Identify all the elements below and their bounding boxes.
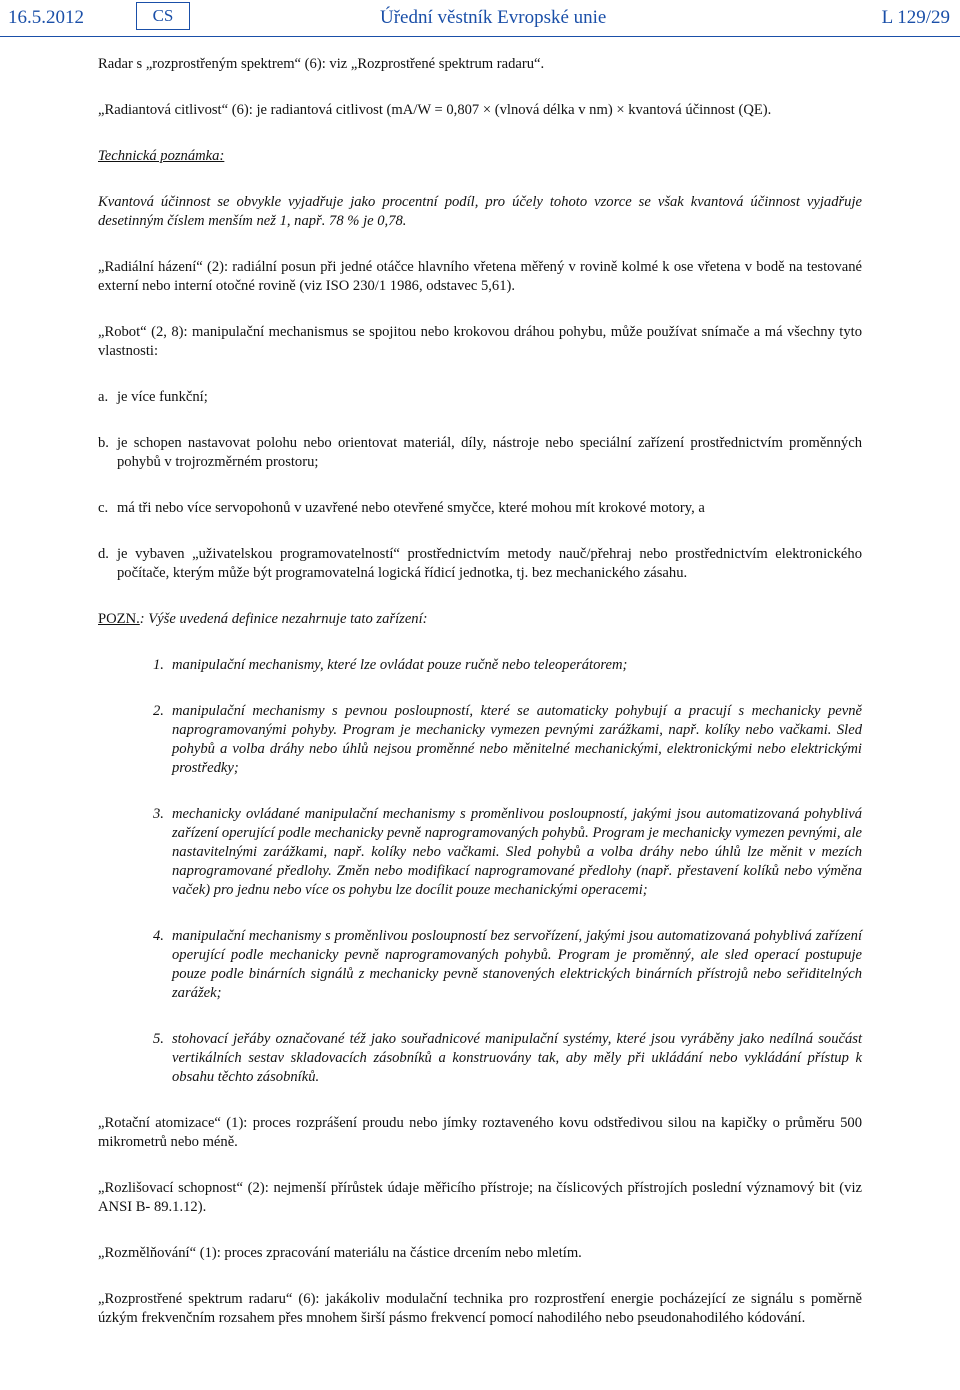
list-item [98, 545, 862, 583]
robot-properties-list [98, 388, 862, 583]
list-item-text: mechanicky ovládané manipulační mechanismy s proměnlivou posloupností, jakými jsou automatizovaná pohyblivá zařízení operující podle mechanicky pevně naprogramovaných pohybů. Program je mechanicky vymezen pevnými, ale nastavitelnými zarážkami, např. kolíky nebo vačkami. Sled pohybů a volba dráhy nebo úhlů lze měnit v mezích naprogramované předlohy. Změn nebo modifikací naprogramované předlohy (např. přestavení kolíků nebo výměna vaček) pro jednu nebo více os pohybu lze docílit pouze mechanickými operacemi; [172, 806, 862, 898]
list-item-number: 4. [153, 928, 164, 944]
list-item-label: c. [98, 500, 109, 516]
journal-title: Úřední věstník Evropské unie [380, 7, 607, 28]
list-item-text: je schopen nastavovat polohu nebo orientovat materiál, díly, nástroje nebo speciální zařízení prostřednictvím proměnných pohybů v trojrozměrném prostoru; [117, 435, 862, 470]
list-item-number: 5. [153, 1031, 164, 1047]
list-item-label: b. [98, 435, 109, 451]
note-label: POZN. [98, 611, 140, 627]
definition-rotacni-atomizace: „Rotační atomizace“ (1): proces rozprášení proudu nebo jímky roztaveného kovu odstředivou silou na kapičky o průměru 500 mikrometrů nebo méně. [98, 1115, 862, 1150]
header-rule [0, 36, 960, 37]
exclusions-list [153, 656, 862, 1087]
list-item-text: manipulační mechanismy s proměnlivou posloupností bez servořízení, jakými jsou automatizovaná pohyblivá zařízení operující podle mechanicky pevně naprogramovaných pohybů. Program je proměnný, ale sled operací postupuje pouze podle binárních signálů z mechanicky pevně stanovených elektrických binárních přístrojů nebo seřiditelných zarážek; [172, 928, 862, 1001]
list-item [98, 388, 862, 407]
language-badge: CS [136, 2, 190, 30]
list-item-number: 1. [153, 657, 164, 673]
definition-radar: Radar s „rozprostřeným spektrem“ (6): viz „Rozprostřené spektrum radaru“. [98, 56, 545, 72]
publication-date: 16.5.2012 [8, 7, 84, 28]
list-item-text: stohovací jeřáby označované též jako souřadnicové manipulační systémy, které jsou vyráběny jako nedílná součást vertikálních sestav skladovacích zásobníků a konstruovány tak, aby měly při ukládání nebo vykládání přístup k obsahu těchto zásobníků. [172, 1031, 862, 1085]
list-item-text: manipulační mechanismy, které lze ovládat pouze ručně nebo teleoperátorem; [172, 657, 628, 673]
list-item-text: má tři nebo více servopohonů v uzavřené nebo otevřené smyčce, které mohou mít krokové motory, a [117, 500, 705, 516]
list-item-text: je více funkční; [117, 389, 208, 405]
list-item [153, 805, 862, 900]
page-reference: L 129/29 [881, 7, 950, 28]
list-item [153, 927, 862, 1003]
definition-radialni-hazeni: „Radiální házení“ (2): radiální posun při jedné otáčce hlavního vřetena měřený v rovině kolmé k ose vřetena v bodě na testované externí nebo interní otočné rovině (viz ISO 230/1 1986, odstavec 5,61). [98, 259, 862, 294]
list-item [98, 434, 862, 472]
list-item-number: 3. [153, 806, 164, 822]
list-item [98, 499, 862, 518]
list-item-text: je vybaven „uživatelskou programovatelností“ prostřednictvím metody nauč/přehraj nebo prostřednictvím elektronického počítače, kterým může být programovatelná logická řídicí jednotka, tj. bez mechanického zásahu. [117, 546, 862, 581]
list-item-label: a. [98, 389, 109, 405]
document-body [98, 55, 862, 1355]
list-item [153, 1030, 862, 1087]
page-header [0, 0, 960, 40]
list-item [153, 656, 862, 675]
definition-robot: „Robot“ (2, 8): manipulační mechanismus se spojitou nebo krokovou dráhou pohybu, může používat snímače a má všechny tyto vlastnosti: [98, 324, 862, 359]
technical-note-text: Kvantová účinnost se obvykle vyjadřuje jako procentní podíl, pro účely tohoto vzorce se však kvantová účinnost vyjadřuje desetinným číslem menším než 1, např. 78 % je 0,78. [98, 194, 862, 229]
technical-note-heading: Technická poznámka: [98, 148, 225, 164]
note-text: : Výše uvedená definice nezahrnuje tato zařízení: [139, 611, 428, 627]
list-item-number: 2. [153, 703, 164, 719]
note-line [98, 610, 862, 629]
definition-rozprostrene-spektrum-radaru: „Rozprostřené spektrum radaru“ (6): jakákoliv modulační technika pro rozprostření energie pocházející ze signálu s poměrně úzkým frekvenčním rozsahem přes mnohem širší pásmo frekvencí pomocí nahodilého nebo pseudonahodilého kódování. [98, 1291, 862, 1326]
definition-radiantova-citlivost: „Radiantová citlivost“ (6): je radiantová citlivost (mA/W = 0,807 × (vlnová délka v nm) × kvantová účinnost (QE). [98, 102, 772, 118]
list-item [153, 702, 862, 778]
list-item-text: manipulační mechanismy s pevnou posloupností, které se automaticky pohybují a pracují s mechanicky pevně naprogramovanými pohyby. Program je mechanicky vymezen pevnými zarážkami, např. kolíky nebo vačkami. Sled pohybů a volba dráhy nebo úhlů nejsou proměnné nebo měnitelné mechanickými, elektronickými nebo elektrickými prostředky; [172, 703, 862, 776]
definition-rozmelnovani: „Rozmělňování“ (1): proces zpracování materiálu na částice drcením nebo mletím. [98, 1245, 582, 1261]
definition-rozlisovaci-schopnost: „Rozlišovací schopnost“ (2): nejmenší přírůstek údaje měřicího přístroje; na číslicových přístrojích poslední významový bit (viz ANSI B- 89.1.12). [98, 1180, 862, 1215]
list-item-label: d. [98, 546, 109, 562]
